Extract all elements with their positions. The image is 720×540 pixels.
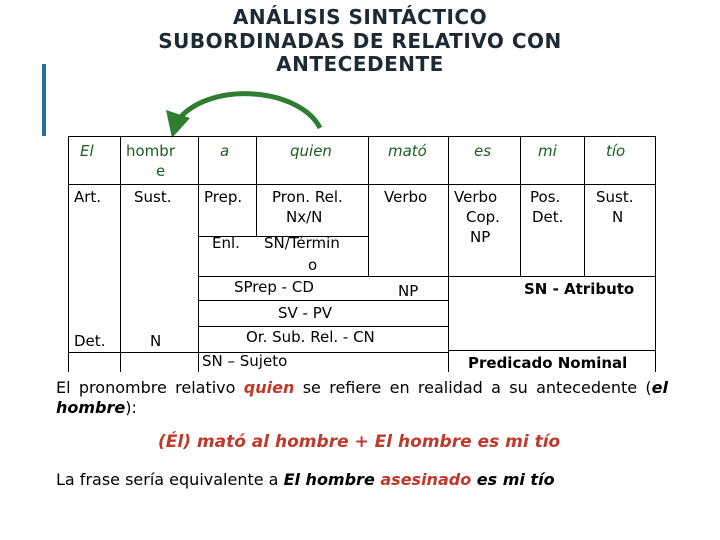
label-det-pos: Det.	[532, 208, 564, 226]
label-verbo: Verbo	[384, 188, 428, 206]
table-col-line	[198, 136, 199, 372]
label-n: N	[150, 332, 162, 350]
table-row-line	[68, 184, 656, 185]
label-sn-atributo: SN - Atributo	[524, 280, 635, 298]
label-pron-rel: Pron. Rel.	[272, 188, 343, 206]
word-asesinado: asesinado	[380, 470, 472, 489]
table-line	[198, 276, 448, 277]
paragraph-text: La frase sería equivalente a	[56, 470, 284, 489]
word-a: a	[220, 142, 230, 160]
accent-bar	[42, 64, 46, 136]
label-np-verb: NP	[470, 228, 491, 246]
label-sn-sujeto: SN – Sujeto	[202, 352, 288, 370]
page-title-line2: SUBORDINADAS DE RELATIVO CON	[158, 29, 562, 53]
label-det: Det.	[74, 332, 106, 350]
label-n-tio: N	[612, 208, 624, 226]
table-top-line	[68, 136, 656, 137]
table-line	[448, 350, 655, 351]
table-col-line	[368, 136, 369, 276]
paragraph-text: El pronombre relativo	[56, 378, 244, 397]
word-tio: tío	[606, 142, 626, 160]
word-hombre: hombr	[126, 142, 175, 160]
word-quien: quien	[290, 142, 332, 160]
equivalence-sentence: (Él) mató al hombre + El hombre es mi tío	[158, 432, 561, 452]
table-line	[448, 276, 655, 277]
label-sv-pv: SV - PV	[278, 304, 333, 322]
label-enl: Enl.	[212, 234, 240, 252]
label-sust-n: Sust.	[596, 188, 634, 206]
table-line	[198, 326, 448, 327]
table-col-line	[120, 136, 121, 372]
label-pos: Pos.	[530, 188, 561, 206]
page-title-line1: ANÁLISIS SINTÁCTICO	[232, 5, 488, 29]
word-hombre-end: e	[156, 162, 166, 180]
label-verbo-cop: Verbo	[454, 188, 498, 206]
paragraph-antecedente	[56, 378, 668, 418]
page-title-line3: ANTECEDENTE	[276, 52, 444, 76]
label-cop: Cop.	[466, 208, 500, 226]
label-np: NP	[398, 282, 419, 300]
paragraph-text: ):	[125, 398, 137, 417]
table-col-line	[584, 136, 585, 276]
word-es: es	[474, 142, 492, 160]
word-el-hombre: el hombre	[56, 378, 668, 417]
word-el: El	[80, 142, 94, 160]
word-mato: mató	[388, 142, 427, 160]
label-sn-termino: SN/Términ	[264, 234, 340, 252]
label-sn-termino-end: o	[308, 256, 318, 274]
label-nx-n: Nx/N	[286, 208, 323, 226]
table-col-line	[520, 136, 521, 276]
word-quien-highlight: quien	[243, 378, 295, 397]
phrase-el-hombre: El hombre	[283, 470, 381, 489]
paragraph-text: se refiere en realidad a su antecedente (	[294, 378, 652, 397]
label-sust: Sust.	[134, 188, 172, 206]
table-right-line	[655, 136, 656, 372]
label-art: Art.	[74, 188, 102, 206]
label-predicado-nominal: Predicado Nominal	[468, 354, 628, 372]
table-left-line	[68, 136, 69, 372]
table-col-line	[256, 136, 257, 236]
label-or-sub-rel: Or. Sub. Rel. - CN	[246, 328, 375, 346]
phrase-es-mi-tio: es mi tío	[471, 470, 555, 489]
label-sprep-cd: SPrep - CD	[234, 278, 314, 296]
curved-arrow-icon	[150, 80, 340, 140]
table-col-line	[448, 136, 449, 372]
word-mi: mi	[538, 142, 557, 160]
paragraph-equivalente	[56, 470, 555, 490]
label-prep: Prep.	[204, 188, 243, 206]
